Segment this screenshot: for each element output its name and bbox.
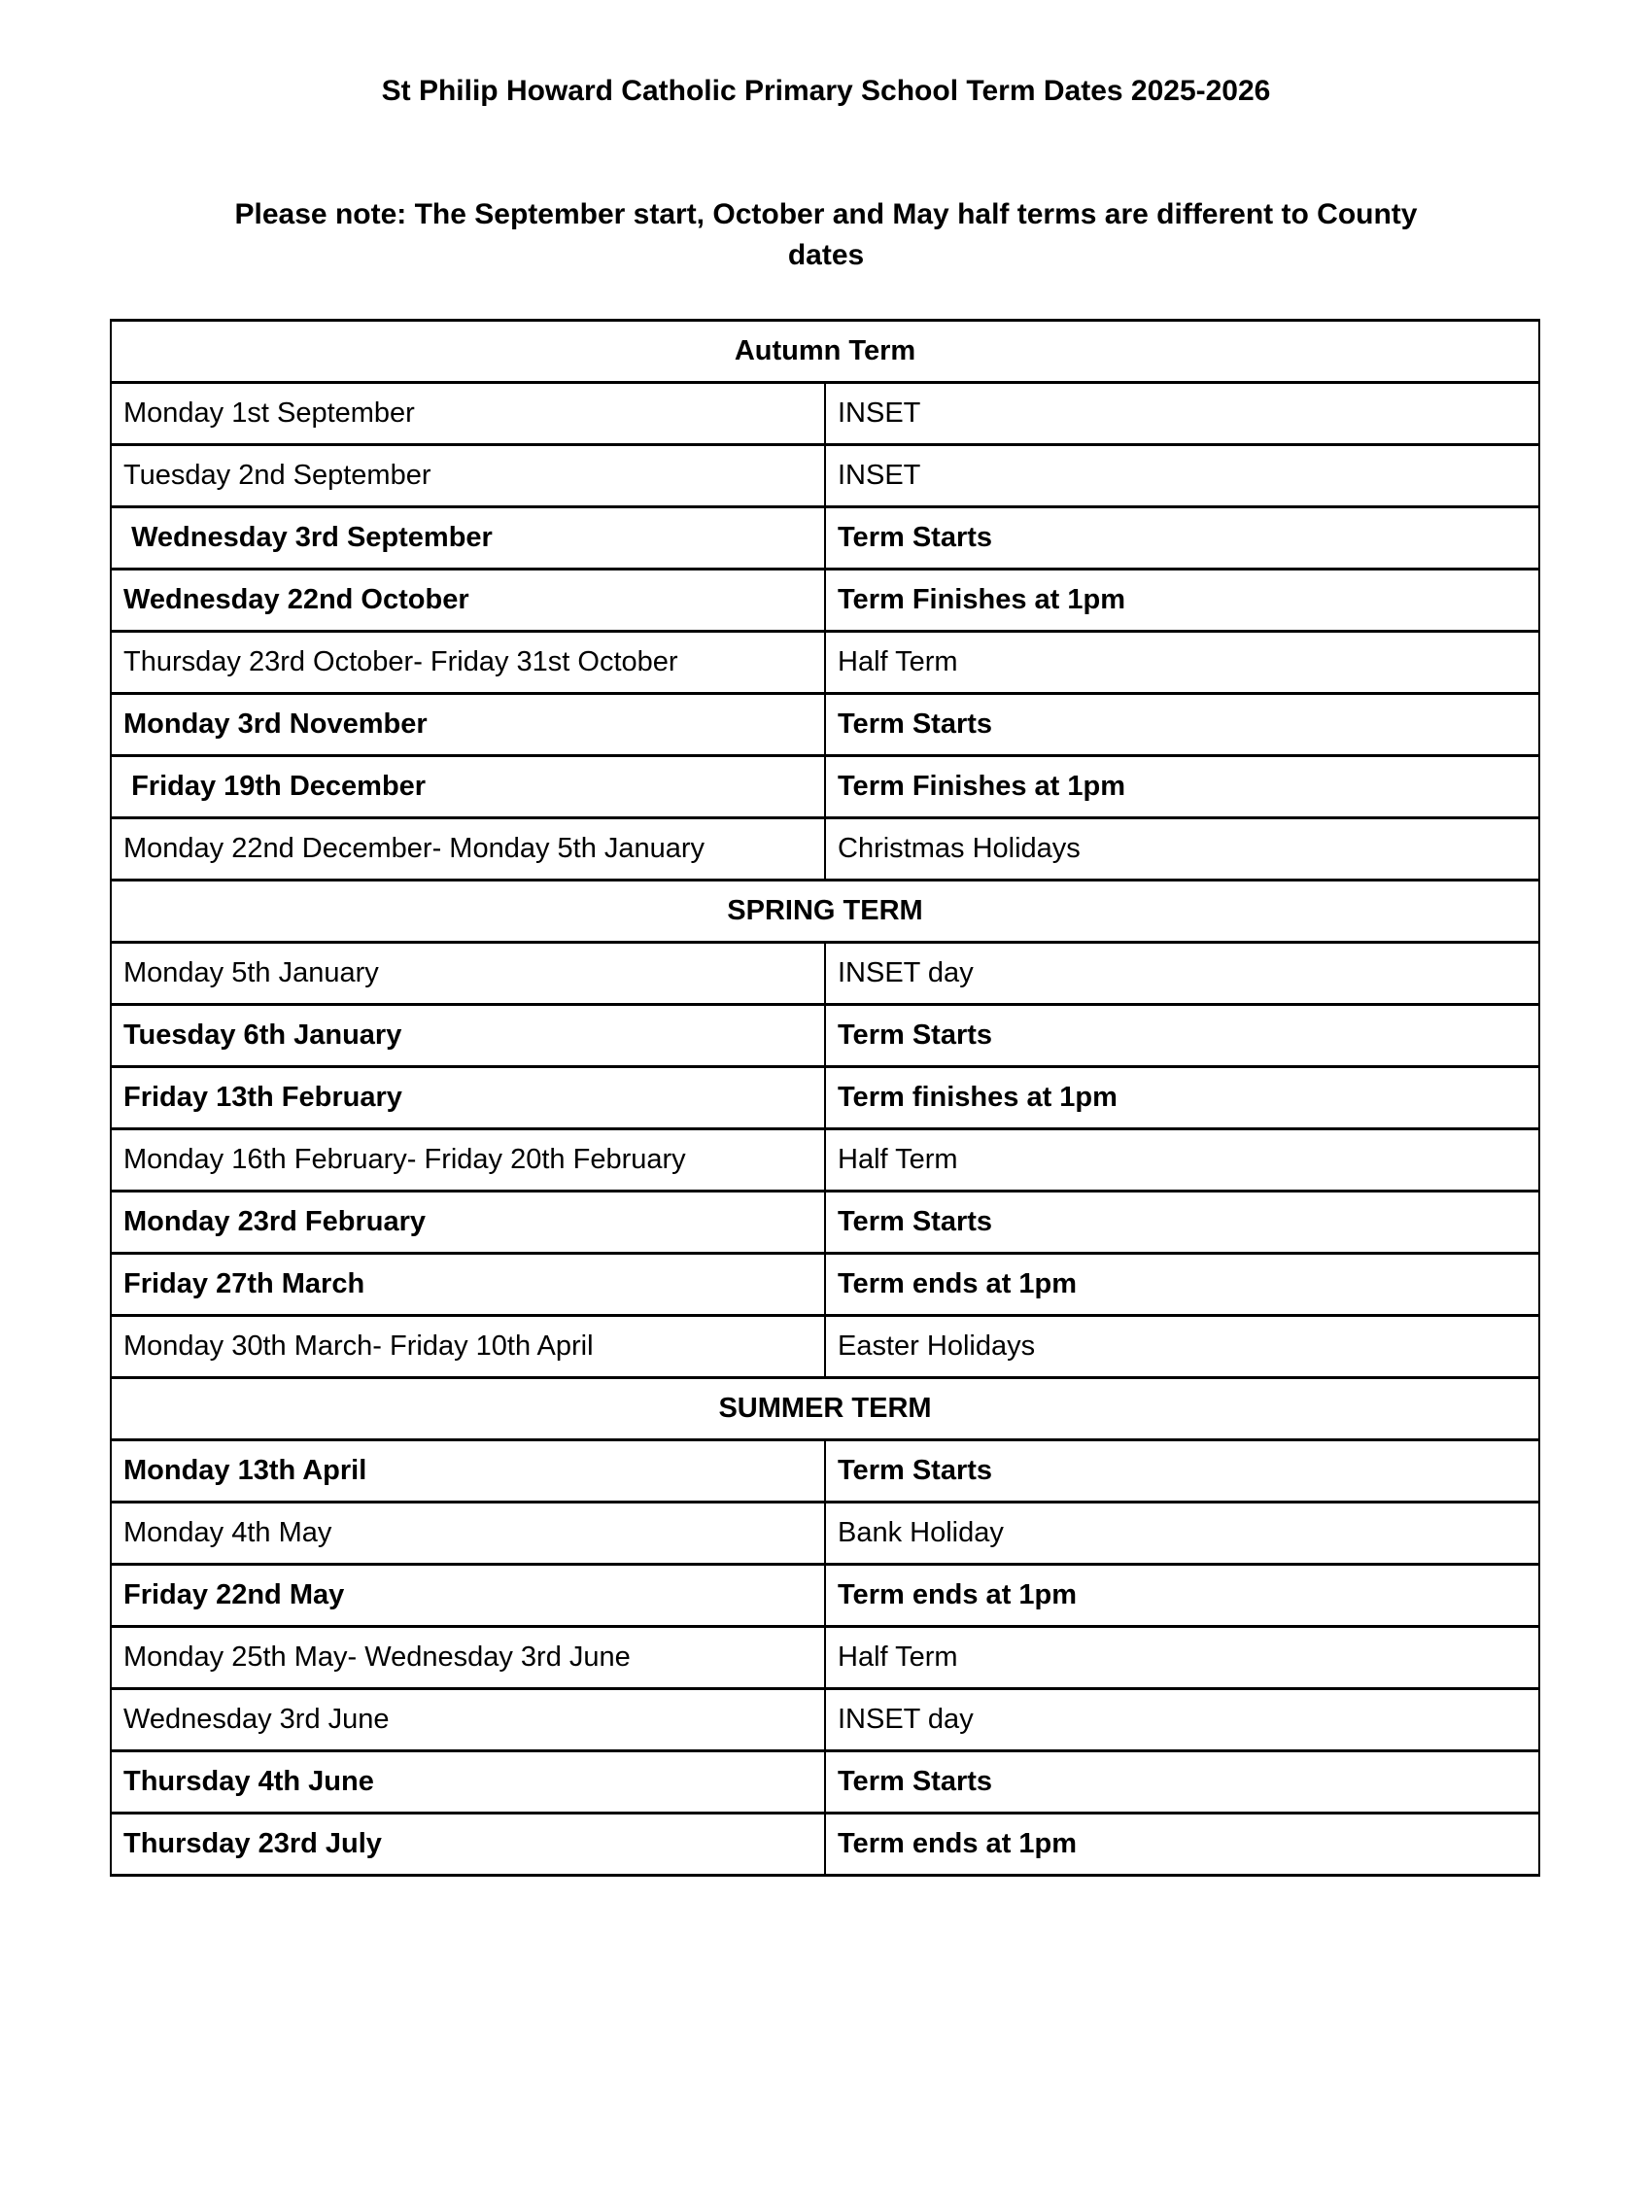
section-header-2: SUMMER TERM — [111, 1378, 1539, 1440]
event-cell: Term Finishes at 1pm — [825, 570, 1539, 632]
document-page — [0, 74, 1652, 2212]
term-row — [111, 943, 1539, 1005]
event-cell: Term ends at 1pm — [825, 1254, 1539, 1316]
date-cell: Thursday 23rd July — [111, 1814, 825, 1876]
event-cell: Term Starts — [825, 507, 1539, 570]
date-cell: Friday 27th March — [111, 1254, 825, 1316]
term-row — [111, 1689, 1539, 1751]
date-cell: Wednesday 3rd September — [111, 507, 825, 570]
section-header-row — [111, 1378, 1539, 1440]
date-cell: Thursday 4th June — [111, 1751, 825, 1814]
term-row — [111, 1565, 1539, 1627]
date-cell: Monday 3rd November — [111, 694, 825, 756]
event-cell: INSET — [825, 445, 1539, 507]
term-row — [111, 756, 1539, 818]
note-line-1: Please note: The September start, October and May half terms are different to County — [234, 198, 1418, 230]
term-row — [111, 570, 1539, 632]
note-paragraph — [146, 194, 1506, 276]
event-cell: Term Finishes at 1pm — [825, 756, 1539, 818]
date-cell: Thursday 23rd October- Friday 31st October — [111, 632, 825, 694]
term-row — [111, 632, 1539, 694]
event-cell: Term Starts — [825, 1751, 1539, 1814]
section-header-row — [111, 321, 1539, 383]
date-cell: Wednesday 22nd October — [111, 570, 825, 632]
date-cell: Monday 16th February- Friday 20th February — [111, 1129, 825, 1192]
date-cell: Tuesday 6th January — [111, 1005, 825, 1067]
date-cell: Monday 4th May — [111, 1503, 825, 1565]
date-cell: Monday 5th January — [111, 943, 825, 1005]
term-row — [111, 1129, 1539, 1192]
term-row — [111, 1254, 1539, 1316]
event-cell: Term Starts — [825, 694, 1539, 756]
section-header-1: SPRING TERM — [111, 881, 1539, 943]
date-cell: Friday 13th February — [111, 1067, 825, 1129]
term-row — [111, 818, 1539, 881]
event-cell: INSET day — [825, 943, 1539, 1005]
event-cell: Term Starts — [825, 1005, 1539, 1067]
event-cell: Term Starts — [825, 1192, 1539, 1254]
date-cell: Monday 25th May- Wednesday 3rd June — [111, 1627, 825, 1689]
term-row — [111, 1627, 1539, 1689]
term-row — [111, 1503, 1539, 1565]
event-cell: Term ends at 1pm — [825, 1565, 1539, 1627]
term-row — [111, 1005, 1539, 1067]
date-cell: Monday 30th March- Friday 10th April — [111, 1316, 825, 1378]
date-cell: Monday 22nd December- Monday 5th January — [111, 818, 825, 881]
event-cell: Half Term — [825, 632, 1539, 694]
event-cell: Half Term — [825, 1627, 1539, 1689]
event-cell: Term ends at 1pm — [825, 1814, 1539, 1876]
term-row — [111, 383, 1539, 445]
date-cell: Friday 19th December — [111, 756, 825, 818]
term-row — [111, 1067, 1539, 1129]
term-row — [111, 507, 1539, 570]
date-cell: Monday 1st September — [111, 383, 825, 445]
term-row — [111, 1814, 1539, 1876]
date-cell: Monday 13th April — [111, 1440, 825, 1503]
date-cell: Wednesday 3rd June — [111, 1689, 825, 1751]
event-cell: INSET — [825, 383, 1539, 445]
event-cell: INSET day — [825, 1689, 1539, 1751]
event-cell: Term Starts — [825, 1440, 1539, 1503]
section-header-0: Autumn Term — [111, 321, 1539, 383]
page-title: St Philip Howard Catholic Primary School Term Dates 2025-2026 — [381, 75, 1271, 107]
event-cell: Half Term — [825, 1129, 1539, 1192]
term-row — [111, 1192, 1539, 1254]
term-row — [111, 1751, 1539, 1814]
date-cell: Monday 23rd February — [111, 1192, 825, 1254]
section-header-row — [111, 881, 1539, 943]
event-cell: Bank Holiday — [825, 1503, 1539, 1565]
term-row — [111, 1440, 1539, 1503]
date-cell: Tuesday 2nd September — [111, 445, 825, 507]
term-dates-table — [110, 319, 1540, 1877]
date-cell: Friday 22nd May — [111, 1565, 825, 1627]
term-row — [111, 1316, 1539, 1378]
event-cell: Term finishes at 1pm — [825, 1067, 1539, 1129]
event-cell: Easter Holidays — [825, 1316, 1539, 1378]
event-cell: Christmas Holidays — [825, 818, 1539, 881]
note-line-2: dates — [787, 239, 865, 271]
term-row — [111, 445, 1539, 507]
term-row — [111, 694, 1539, 756]
